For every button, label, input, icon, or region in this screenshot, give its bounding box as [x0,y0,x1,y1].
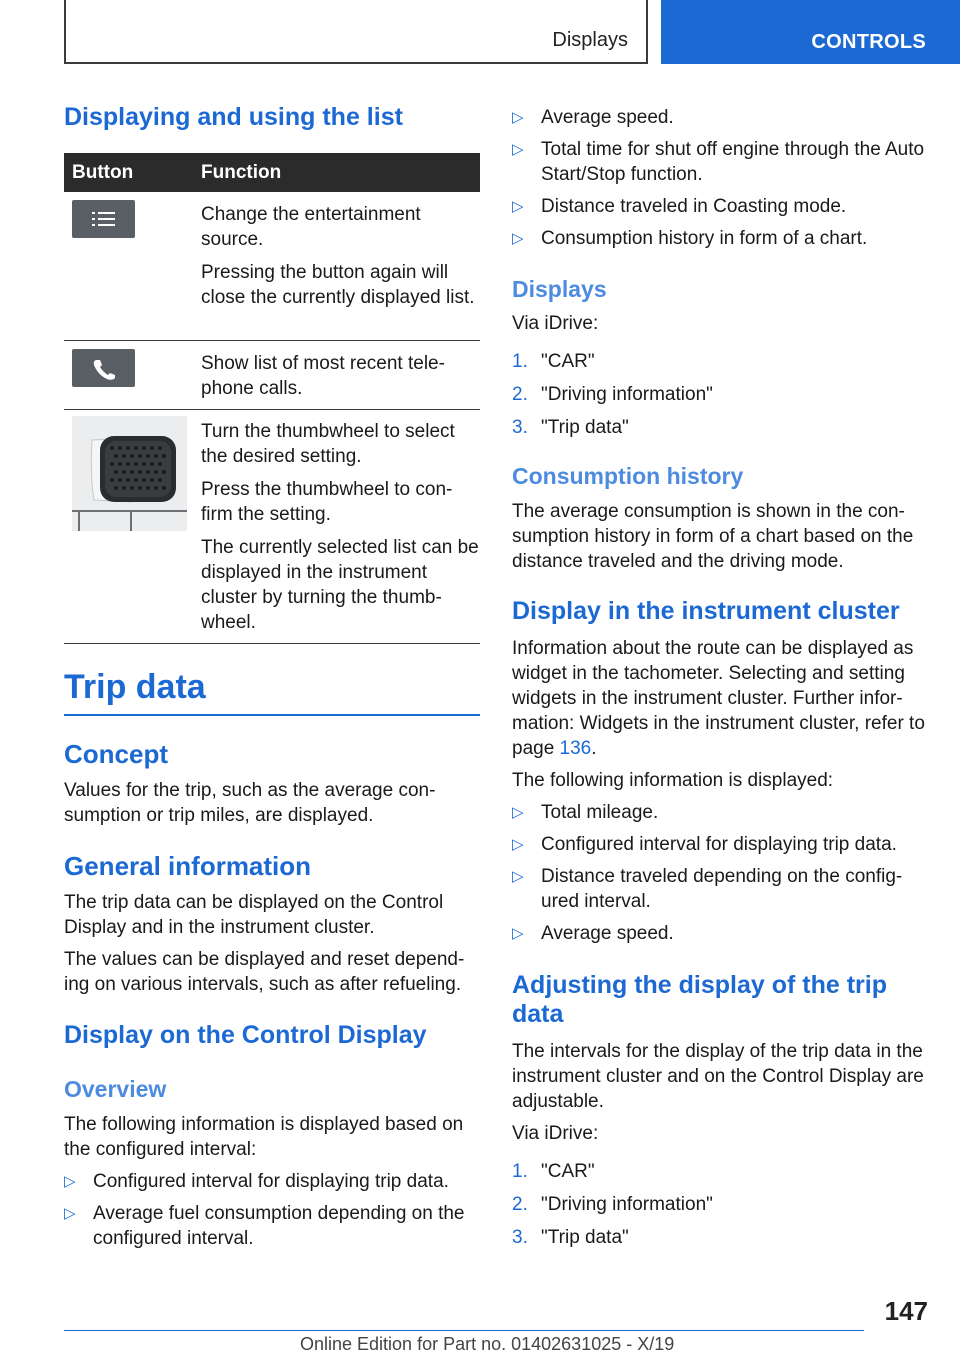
triangle-bullet-icon: ▷ [512,109,524,126]
adjusting-display-text: The intervals for the display of the trip data in the instrument cluster and on the Control Display are adjustable. [512,1041,924,1112]
table-header-function: Function [201,153,480,192]
overview-text: The following information is displayed based on the configured interval: [64,1114,464,1160]
table-header-button: Button [64,153,201,192]
instrument-cluster-heading: Display in the instrument cluster [512,597,900,625]
list-item: ▷ Distance traveled in Coasting mode. [512,196,847,217]
list-item: ▷ Average speed. [512,923,674,944]
list-item: ▷ Total mileage. [512,802,659,823]
list-item: 1. "CAR" [512,351,595,372]
general-info-text-1: The trip data can be displayed on the Control Display and in the instrument cluster. [64,892,444,938]
header-section-box [64,0,648,64]
header-chapter-label: CONTROLS [811,31,926,53]
row3-para1: Turn the thumbwheel to select the desired setting. [201,420,455,467]
list-item: 3. "Trip data" [512,417,629,438]
triangle-bullet-icon: ▷ [512,836,524,853]
control-display-heading: Display on the Control Display [64,1021,427,1049]
list-item: ▷ Total time for shut off engine through the Auto Start/Stop function. [512,139,925,185]
adjusting-display-heading: Adjusting the display of the trip data [512,971,887,1028]
triangle-bullet-icon: ▷ [512,868,524,885]
idrive-steps-2 [512,1159,713,1258]
instrument-cluster-text-2: The following information is displayed: [512,770,834,791]
title-rule [64,714,480,716]
triangle-bullet-icon: ▷ [512,230,524,247]
overview-heading: Overview [64,1076,167,1102]
list-item: ▷ Average fuel consumption depending on the configured interval. [64,1203,465,1249]
triangle-bullet-icon: ▷ [512,804,524,821]
thumbwheel-image [72,416,187,531]
page-reference-link[interactable]: 136 [559,738,592,759]
top-info-list [512,105,928,258]
row1-para2: Pressing the button again will close the currently displayed list. [201,262,475,308]
instrument-cluster-text: Information about the route can be displayed as widget in the tachometer. Selecting and setting widgets in the instrument cluster. Further infor-mation: Widgets in the instrument cluster, refer to page 136. [512,638,925,759]
triangle-bullet-icon: ▷ [64,1173,76,1190]
consumption-history-text: The average consumption is shown in the con-sumption history in form of a chart based on the distance traveled and the driving mode. [512,501,914,572]
table-row [64,409,480,643]
list-heading: Displaying and using the list [64,103,403,131]
general-info-heading: General information [64,851,312,881]
triangle-bullet-icon: ▷ [512,198,524,215]
footer-edition: Online Edition for Part no. 01402631025 - X/19 [300,1334,675,1354]
row3-para2: Press the thumbwheel to con-firm the setting. [201,478,453,525]
list-icon [72,200,135,238]
list-item: ▷ Consumption history in form of a chart. [512,228,868,249]
phone-icon [72,349,135,387]
button-function-table [64,153,480,644]
displays-heading: Displays [512,276,607,302]
general-info-text-2: The values can be displayed and reset depend-ing on various intervals, such as after refueling. [64,949,465,995]
row1-para1: Change the entertainment source. [201,204,421,250]
row3-para3: The currently selected list can be displayed in the instrument cluster by turning the thumb-wheel. [201,536,479,633]
triangle-bullet-icon: ▷ [512,925,524,942]
table-row [64,192,480,340]
header-section-title: Displays [552,29,628,51]
consumption-history-heading: Consumption history [512,463,744,489]
via-idrive-1: Via iDrive: [512,313,599,334]
via-idrive-2: Via iDrive: [512,1123,599,1144]
list-item: 1. "CAR" [512,1161,595,1182]
instrument-info-list [512,800,928,953]
trip-data-title: Trip data [64,668,206,706]
table-row [64,340,480,409]
list-item: ▷ Average speed. [512,107,674,128]
list-item: ▷ Distance traveled depending on the config-ured interval. [512,866,903,912]
list-item: ▷ Configured interval for displaying trip data. [512,834,897,855]
concept-heading: Concept [64,739,168,769]
list-item: 3. "Trip data" [512,1227,629,1248]
page-number: 147 [884,1296,928,1326]
triangle-bullet-icon: ▷ [64,1205,76,1222]
row2-para1: Show list of most recent tele-phone calls. [201,352,445,399]
idrive-steps-1 [512,349,713,448]
concept-text: Values for the trip, such as the average con-sumption or trip miles, are displayed. [64,780,436,826]
list-item: 2. "Driving information" [512,1194,713,1215]
footer-rule [64,1330,864,1331]
header-chapter-tab [661,0,960,64]
triangle-bullet-icon: ▷ [512,141,524,158]
list-item: 2. "Driving information" [512,384,713,405]
list-item: ▷ Configured interval for displaying trip data. [64,1171,449,1192]
overview-list [64,1169,480,1258]
